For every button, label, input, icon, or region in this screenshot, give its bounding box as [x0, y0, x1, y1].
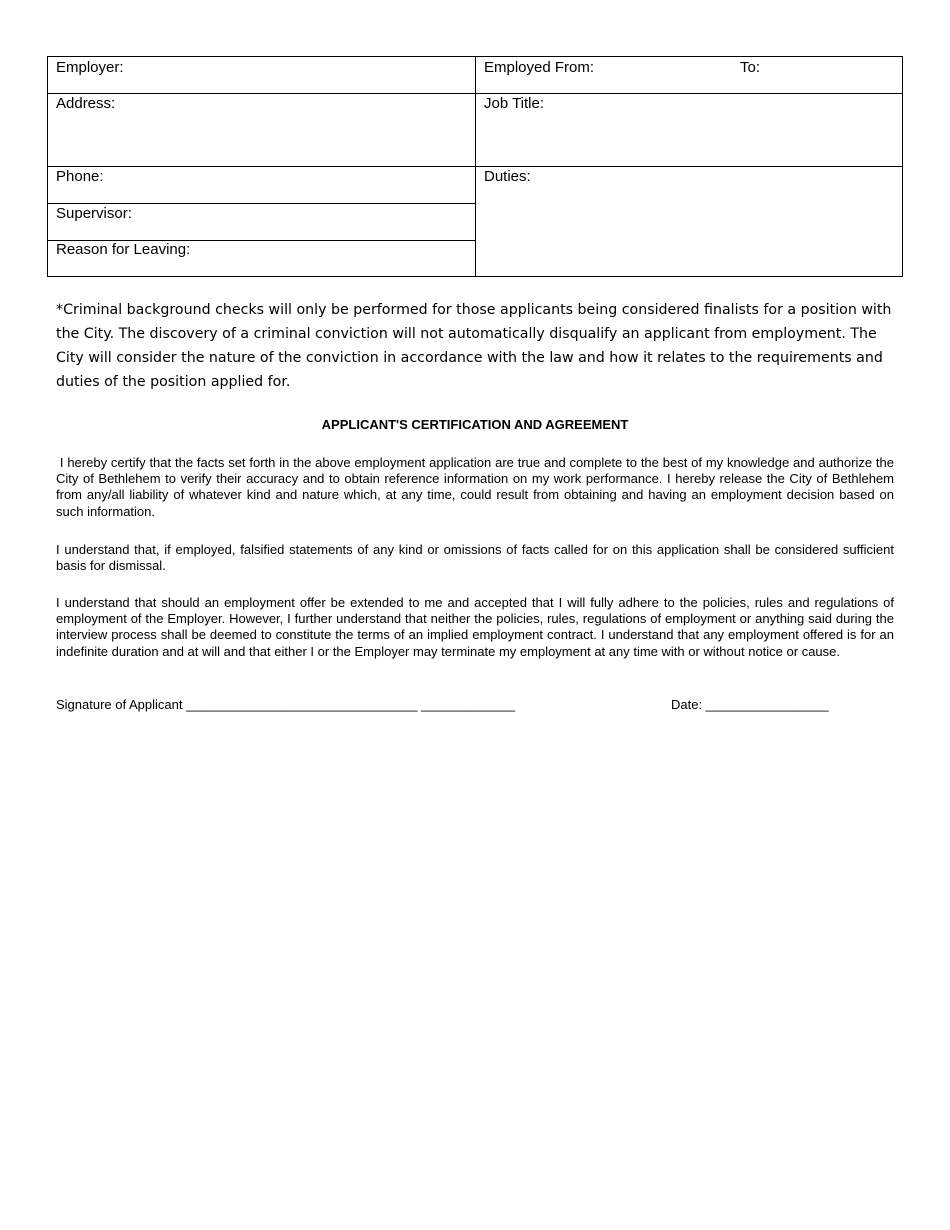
- certification-heading: APPLICANT'S CERTIFICATION AND AGREEMENT: [321, 417, 629, 432]
- phone-field[interactable]: Phone:: [56, 168, 104, 185]
- row-divider: [48, 203, 475, 204]
- date-field[interactable]: Date: _________________: [671, 697, 829, 712]
- duties-field[interactable]: Duties:: [484, 168, 531, 185]
- row-divider: [48, 166, 902, 167]
- dismissal-paragraph: I understand that, if employed, falsified statements of any kind or omissions of facts called for on this application shall be considered sufficient basis for dismissal.: [56, 542, 894, 574]
- job-title-field[interactable]: Job Title:: [484, 95, 545, 112]
- employment-history-table: [47, 56, 903, 277]
- at-will-paragraph: I understand that should an employment offer be extended to me and accepted that I will fully adhere to the policies, rules and regulations of employment of the Employer. However, I further understand that neither the policies, rules, regulations of employment or anything said during the interview process shall be deemed to constitute the terms of an implied employment contract. I understand that any employment offered is for an indefinite duration and at will and that either I or the Employer may terminate my employment at any time with or without notice or cause.: [56, 595, 894, 659]
- supervisor-field[interactable]: Supervisor:: [56, 205, 132, 222]
- employer-field[interactable]: Employer:: [56, 59, 124, 76]
- employed-to-field[interactable]: To:: [740, 59, 761, 76]
- signature-of-applicant-field[interactable]: Signature of Applicant ________________________________ _____________: [56, 697, 516, 712]
- reason-for-leaving-field[interactable]: Reason for Leaving:: [56, 241, 191, 258]
- background-check-notice: *Criminal background checks will only be performed for those applicants being considered finalists for a position with the City. The discovery of a criminal conviction will not automatically disqualify an applicant from employment. The City will consider the nature of the conviction in accordance with the law and how it relates to the requirements and duties of the position applied for.: [56, 302, 892, 390]
- employed-from-field[interactable]: Employed From:: [484, 59, 595, 76]
- row-divider: [48, 93, 902, 94]
- address-field[interactable]: Address:: [56, 95, 116, 112]
- certification-paragraph: I hereby certify that the facts set forth in the above employment application are true and complete to the best of my knowledge and authorize the City of Bethlehem to verify their accuracy and to obtain reference information on my work performance. I hereby release the City of Bethlehem from any/all liability of whatever kind and nature which, at any time, could result from obtaining and having an employment decision based on such information.: [56, 455, 898, 519]
